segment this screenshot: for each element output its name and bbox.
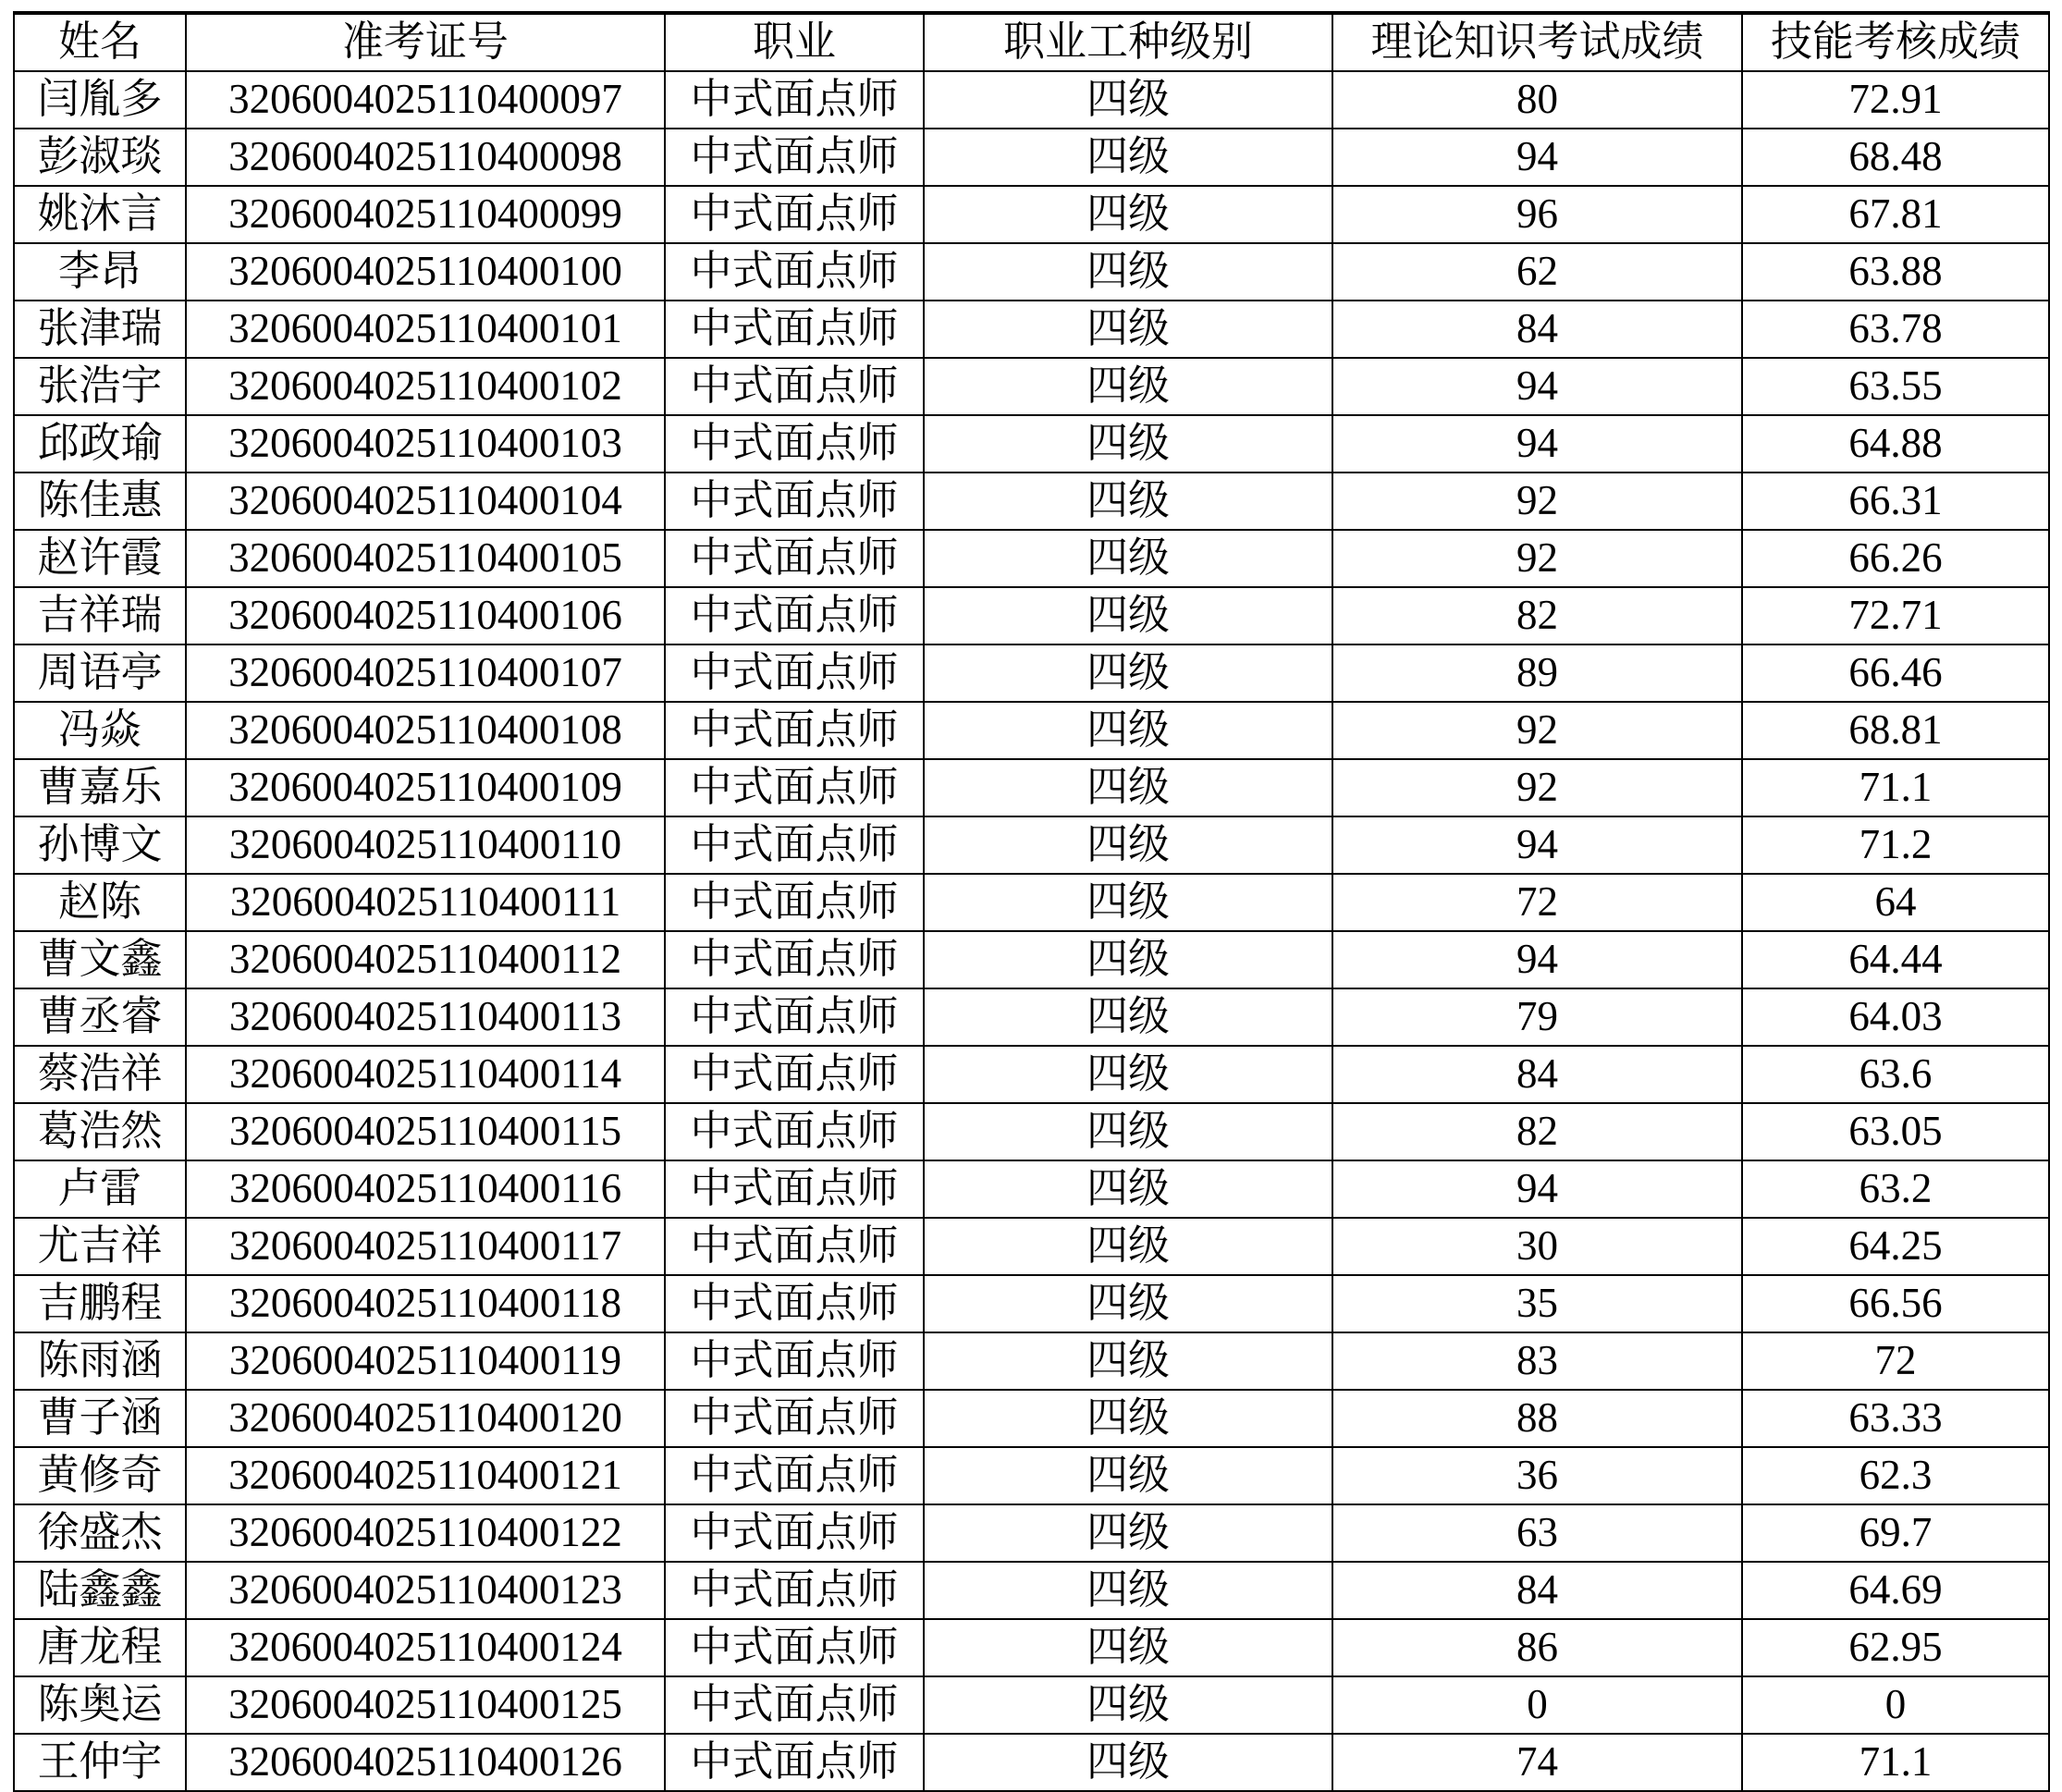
cell-occupation-level: 四级 — [924, 874, 1332, 931]
cell-skill-score: 62.95 — [1742, 1619, 2049, 1676]
cell-theory-score: 84 — [1332, 301, 1742, 358]
cell-skill-score: 63.78 — [1742, 301, 2049, 358]
cell-occupation-level: 四级 — [924, 1218, 1332, 1275]
cell-occupation: 中式面点师 — [665, 473, 924, 530]
cell-ticket-number: 3206004025110400109 — [186, 759, 665, 816]
cell-skill-score: 66.26 — [1742, 530, 2049, 587]
table-row — [14, 243, 2049, 301]
table-row — [14, 874, 2049, 931]
cell-occupation: 中式面点师 — [665, 988, 924, 1046]
cell-ticket-number: 3206004025110400118 — [186, 1275, 665, 1332]
cell-ticket-number: 3206004025110400112 — [186, 931, 665, 988]
cell-skill-score: 62.3 — [1742, 1447, 2049, 1504]
cell-skill-score: 71.1 — [1742, 759, 2049, 816]
cell-occupation: 中式面点师 — [665, 816, 924, 874]
cell-occupation-level: 四级 — [924, 1676, 1332, 1734]
cell-skill-score: 69.7 — [1742, 1504, 2049, 1562]
cell-theory-score: 94 — [1332, 1160, 1742, 1218]
table-row — [14, 1504, 2049, 1562]
cell-occupation-level: 四级 — [924, 129, 1332, 186]
table-row — [14, 1619, 2049, 1676]
cell-theory-score: 92 — [1332, 473, 1742, 530]
cell-occupation-level: 四级 — [924, 1046, 1332, 1103]
cell-occupation: 中式面点师 — [665, 1504, 924, 1562]
cell-occupation: 中式面点师 — [665, 358, 924, 415]
cell-name: 张浩宇 — [14, 358, 186, 415]
cell-name: 李昂 — [14, 243, 186, 301]
cell-theory-score: 74 — [1332, 1734, 1742, 1791]
cell-ticket-number: 3206004025110400115 — [186, 1103, 665, 1160]
table-row — [14, 71, 2049, 129]
cell-occupation: 中式面点师 — [665, 415, 924, 473]
table-row — [14, 1734, 2049, 1791]
cell-skill-score: 66.31 — [1742, 473, 2049, 530]
cell-occupation-level: 四级 — [924, 1562, 1332, 1619]
cell-occupation-level: 四级 — [924, 1734, 1332, 1791]
table-row — [14, 301, 2049, 358]
cell-occupation-level: 四级 — [924, 1103, 1332, 1160]
table-row — [14, 931, 2049, 988]
table-row — [14, 186, 2049, 243]
cell-occupation: 中式面点师 — [665, 129, 924, 186]
cell-ticket-number: 3206004025110400103 — [186, 415, 665, 473]
cell-name: 曹文鑫 — [14, 931, 186, 988]
col-header-occupation-level: 职业工种级别 — [924, 13, 1332, 71]
cell-ticket-number: 3206004025110400120 — [186, 1390, 665, 1447]
cell-ticket-number: 3206004025110400121 — [186, 1447, 665, 1504]
cell-skill-score: 66.56 — [1742, 1275, 2049, 1332]
cell-occupation: 中式面点师 — [665, 1390, 924, 1447]
cell-name: 王仲宇 — [14, 1734, 186, 1791]
cell-occupation-level: 四级 — [924, 1390, 1332, 1447]
cell-ticket-number: 3206004025110400101 — [186, 301, 665, 358]
table-row — [14, 1676, 2049, 1734]
cell-theory-score: 88 — [1332, 1390, 1742, 1447]
cell-occupation-level: 四级 — [924, 415, 1332, 473]
cell-theory-score: 80 — [1332, 71, 1742, 129]
cell-theory-score: 86 — [1332, 1619, 1742, 1676]
cell-theory-score: 89 — [1332, 644, 1742, 702]
cell-theory-score: 84 — [1332, 1562, 1742, 1619]
cell-occupation: 中式面点师 — [665, 1447, 924, 1504]
cell-name: 闫胤多 — [14, 71, 186, 129]
cell-occupation-level: 四级 — [924, 1504, 1332, 1562]
cell-name: 周语亭 — [14, 644, 186, 702]
cell-skill-score: 68.81 — [1742, 702, 2049, 759]
cell-name: 蔡浩祥 — [14, 1046, 186, 1103]
cell-occupation-level: 四级 — [924, 587, 1332, 644]
cell-ticket-number: 3206004025110400097 — [186, 71, 665, 129]
cell-name: 徐盛杰 — [14, 1504, 186, 1562]
cell-ticket-number: 3206004025110400106 — [186, 587, 665, 644]
cell-theory-score: 83 — [1332, 1332, 1742, 1390]
cell-ticket-number: 3206004025110400124 — [186, 1619, 665, 1676]
table-row — [14, 415, 2049, 473]
cell-occupation: 中式面点师 — [665, 1734, 924, 1791]
cell-ticket-number: 3206004025110400114 — [186, 1046, 665, 1103]
cell-occupation: 中式面点师 — [665, 1619, 924, 1676]
cell-name: 彭淑琰 — [14, 129, 186, 186]
cell-name: 陈佳惠 — [14, 473, 186, 530]
cell-theory-score: 35 — [1332, 1275, 1742, 1332]
cell-ticket-number: 3206004025110400122 — [186, 1504, 665, 1562]
cell-occupation: 中式面点师 — [665, 71, 924, 129]
cell-occupation-level: 四级 — [924, 931, 1332, 988]
table-row — [14, 1562, 2049, 1619]
table-row — [14, 358, 2049, 415]
table-row — [14, 1390, 2049, 1447]
cell-ticket-number: 3206004025110400108 — [186, 702, 665, 759]
cell-ticket-number: 3206004025110400105 — [186, 530, 665, 587]
cell-occupation-level: 四级 — [924, 71, 1332, 129]
cell-name: 赵许霞 — [14, 530, 186, 587]
cell-occupation-level: 四级 — [924, 702, 1332, 759]
col-header-theory-score: 理论知识考试成绩 — [1332, 13, 1742, 71]
table-row — [14, 587, 2049, 644]
cell-ticket-number: 3206004025110400113 — [186, 988, 665, 1046]
cell-occupation: 中式面点师 — [665, 587, 924, 644]
cell-theory-score: 96 — [1332, 186, 1742, 243]
cell-name: 葛浩然 — [14, 1103, 186, 1160]
cell-ticket-number: 3206004025110400098 — [186, 129, 665, 186]
header-row — [14, 13, 2049, 71]
cell-skill-score: 71.2 — [1742, 816, 2049, 874]
table-row — [14, 1332, 2049, 1390]
cell-occupation-level: 四级 — [924, 1447, 1332, 1504]
table-row — [14, 1103, 2049, 1160]
table-row — [14, 1160, 2049, 1218]
cell-theory-score: 92 — [1332, 759, 1742, 816]
cell-occupation: 中式面点师 — [665, 702, 924, 759]
cell-occupation-level: 四级 — [924, 358, 1332, 415]
exam-results-table — [13, 11, 2050, 1792]
cell-theory-score: 92 — [1332, 530, 1742, 587]
cell-skill-score: 63.6 — [1742, 1046, 2049, 1103]
table-row — [14, 1218, 2049, 1275]
cell-theory-score: 62 — [1332, 243, 1742, 301]
cell-ticket-number: 3206004025110400123 — [186, 1562, 665, 1619]
cell-skill-score: 64 — [1742, 874, 2049, 931]
cell-name: 陈奥运 — [14, 1676, 186, 1734]
cell-theory-score: 36 — [1332, 1447, 1742, 1504]
cell-theory-score: 82 — [1332, 1103, 1742, 1160]
cell-skill-score: 71.1 — [1742, 1734, 2049, 1791]
cell-skill-score: 72 — [1742, 1332, 2049, 1390]
cell-occupation-level: 四级 — [924, 186, 1332, 243]
cell-occupation: 中式面点师 — [665, 186, 924, 243]
cell-theory-score: 94 — [1332, 358, 1742, 415]
cell-occupation: 中式面点师 — [665, 1046, 924, 1103]
cell-name: 孙博文 — [14, 816, 186, 874]
cell-occupation-level: 四级 — [924, 759, 1332, 816]
cell-name: 唐龙程 — [14, 1619, 186, 1676]
cell-name: 吉祥瑞 — [14, 587, 186, 644]
cell-occupation: 中式面点师 — [665, 1562, 924, 1619]
cell-theory-score: 92 — [1332, 702, 1742, 759]
cell-skill-score: 72.71 — [1742, 587, 2049, 644]
cell-skill-score: 67.81 — [1742, 186, 2049, 243]
cell-theory-score: 94 — [1332, 415, 1742, 473]
cell-theory-score: 94 — [1332, 931, 1742, 988]
cell-name: 姚沐言 — [14, 186, 186, 243]
cell-ticket-number: 3206004025110400126 — [186, 1734, 665, 1791]
cell-name: 邱政瑜 — [14, 415, 186, 473]
cell-occupation-level: 四级 — [924, 243, 1332, 301]
cell-skill-score: 64.88 — [1742, 415, 2049, 473]
cell-ticket-number: 3206004025110400104 — [186, 473, 665, 530]
col-header-skill-score: 技能考核成绩 — [1742, 13, 2049, 71]
cell-occupation: 中式面点师 — [665, 931, 924, 988]
cell-ticket-number: 3206004025110400102 — [186, 358, 665, 415]
col-header-ticket-number: 准考证号 — [186, 13, 665, 71]
cell-name: 曹子涵 — [14, 1390, 186, 1447]
cell-occupation: 中式面点师 — [665, 644, 924, 702]
cell-ticket-number: 3206004025110400111 — [186, 874, 665, 931]
cell-ticket-number: 3206004025110400117 — [186, 1218, 665, 1275]
cell-occupation: 中式面点师 — [665, 1103, 924, 1160]
cell-skill-score: 0 — [1742, 1676, 2049, 1734]
cell-theory-score: 30 — [1332, 1218, 1742, 1275]
cell-skill-score: 64.69 — [1742, 1562, 2049, 1619]
cell-occupation-level: 四级 — [924, 644, 1332, 702]
cell-occupation: 中式面点师 — [665, 1676, 924, 1734]
cell-skill-score: 72.91 — [1742, 71, 2049, 129]
cell-name: 冯焱 — [14, 702, 186, 759]
cell-occupation: 中式面点师 — [665, 301, 924, 358]
cell-occupation-level: 四级 — [924, 816, 1332, 874]
cell-skill-score: 63.05 — [1742, 1103, 2049, 1160]
cell-occupation-level: 四级 — [924, 1275, 1332, 1332]
cell-name: 尤吉祥 — [14, 1218, 186, 1275]
col-header-name: 姓名 — [14, 13, 186, 71]
table-row — [14, 988, 2049, 1046]
cell-name: 黄修奇 — [14, 1447, 186, 1504]
cell-occupation-level: 四级 — [924, 988, 1332, 1046]
cell-skill-score: 63.33 — [1742, 1390, 2049, 1447]
cell-occupation-level: 四级 — [924, 301, 1332, 358]
cell-occupation-level: 四级 — [924, 473, 1332, 530]
cell-skill-score: 63.88 — [1742, 243, 2049, 301]
cell-theory-score: 63 — [1332, 1504, 1742, 1562]
cell-occupation: 中式面点师 — [665, 530, 924, 587]
cell-name: 张津瑞 — [14, 301, 186, 358]
table-row — [14, 530, 2049, 587]
cell-skill-score: 63.55 — [1742, 358, 2049, 415]
cell-ticket-number: 3206004025110400099 — [186, 186, 665, 243]
cell-skill-score: 64.03 — [1742, 988, 2049, 1046]
table-row — [14, 1275, 2049, 1332]
cell-name: 卢雷 — [14, 1160, 186, 1218]
table-row — [14, 644, 2049, 702]
table-row — [14, 473, 2049, 530]
cell-theory-score: 94 — [1332, 129, 1742, 186]
cell-occupation-level: 四级 — [924, 1160, 1332, 1218]
cell-ticket-number: 3206004025110400116 — [186, 1160, 665, 1218]
table-row — [14, 759, 2049, 816]
cell-occupation: 中式面点师 — [665, 1160, 924, 1218]
cell-name: 曹嘉乐 — [14, 759, 186, 816]
table-row — [14, 816, 2049, 874]
cell-name: 陆鑫鑫 — [14, 1562, 186, 1619]
cell-occupation-level: 四级 — [924, 530, 1332, 587]
cell-occupation: 中式面点师 — [665, 874, 924, 931]
cell-occupation-level: 四级 — [924, 1619, 1332, 1676]
cell-ticket-number: 3206004025110400125 — [186, 1676, 665, 1734]
cell-skill-score: 63.2 — [1742, 1160, 2049, 1218]
cell-ticket-number: 3206004025110400100 — [186, 243, 665, 301]
table-row — [14, 1046, 2049, 1103]
table-row — [14, 129, 2049, 186]
cell-occupation-level: 四级 — [924, 1332, 1332, 1390]
cell-ticket-number: 3206004025110400110 — [186, 816, 665, 874]
table-row — [14, 702, 2049, 759]
cell-occupation: 中式面点师 — [665, 759, 924, 816]
cell-occupation: 中式面点师 — [665, 1275, 924, 1332]
cell-name: 陈雨涵 — [14, 1332, 186, 1390]
cell-name: 曹丞睿 — [14, 988, 186, 1046]
cell-skill-score: 68.48 — [1742, 129, 2049, 186]
table-row — [14, 1447, 2049, 1504]
cell-theory-score: 94 — [1332, 816, 1742, 874]
cell-skill-score: 64.44 — [1742, 931, 2049, 988]
cell-theory-score: 79 — [1332, 988, 1742, 1046]
cell-occupation: 中式面点师 — [665, 243, 924, 301]
cell-theory-score: 82 — [1332, 587, 1742, 644]
cell-name: 吉鹏程 — [14, 1275, 186, 1332]
cell-skill-score: 66.46 — [1742, 644, 2049, 702]
cell-occupation: 中式面点师 — [665, 1332, 924, 1390]
col-header-occupation: 职业 — [665, 13, 924, 71]
cell-theory-score: 72 — [1332, 874, 1742, 931]
cell-skill-score: 64.25 — [1742, 1218, 2049, 1275]
table-body — [14, 71, 2049, 1791]
cell-ticket-number: 3206004025110400119 — [186, 1332, 665, 1390]
cell-theory-score: 0 — [1332, 1676, 1742, 1734]
cell-theory-score: 84 — [1332, 1046, 1742, 1103]
cell-name: 赵陈 — [14, 874, 186, 931]
cell-ticket-number: 3206004025110400107 — [186, 644, 665, 702]
cell-occupation: 中式面点师 — [665, 1218, 924, 1275]
